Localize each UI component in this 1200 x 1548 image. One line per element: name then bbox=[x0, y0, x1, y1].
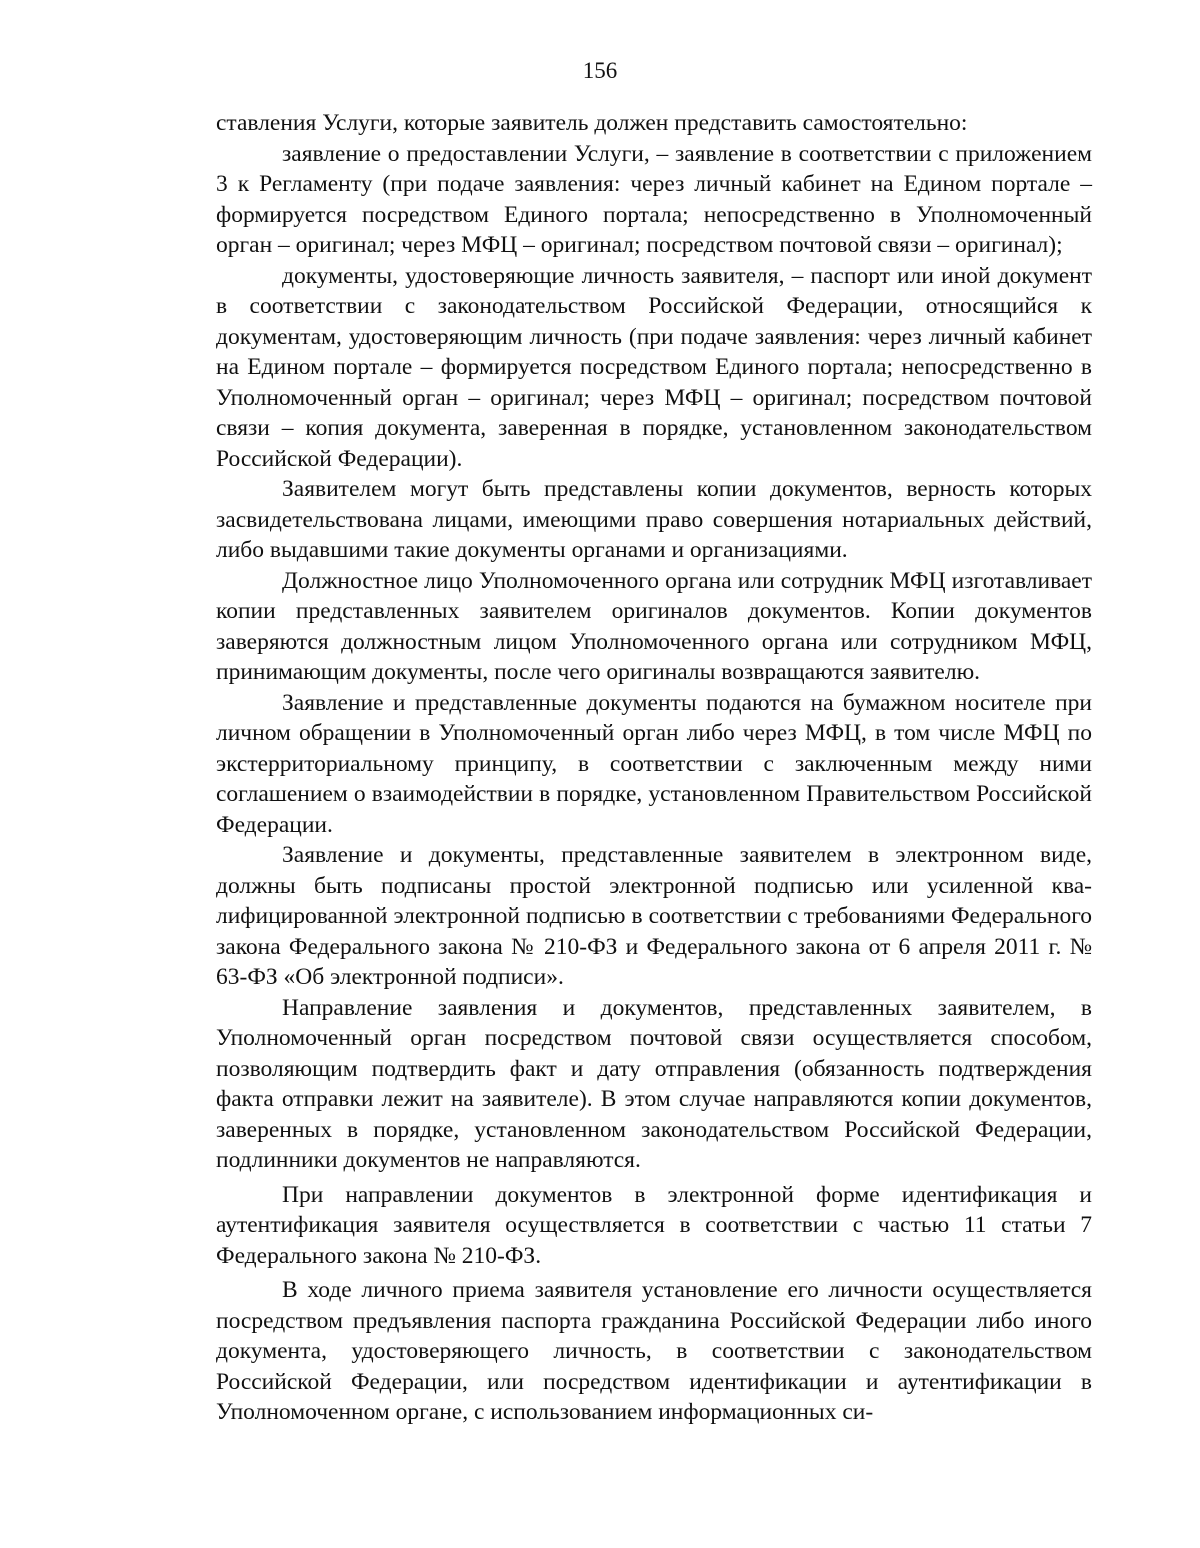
paragraph: В ходе личного приема заявителя установление его личности осуществляется посредством предъявления паспорта гражданина Российской Федерации либо иного документа, удостоверяющего личность, в соответствии с законодательством Российской Федерации, или посредством идентификации и аутентификации в Уполномоченном органе, с использованием информационных си- bbox=[216, 1277, 1092, 1425]
paragraph: документы, удостоверяющие личность заявителя, – паспорт или иной документ в соответствии с законодательством Российской Федерации, относящийся к документам, удостоверяющим личность (при подаче заявления: через личный кабинет на Едином портале – формируется посредством Единого портала; непосредственно в Уполномоченный орган – оригинал; через МФЦ – оригинал; посредством почтовой связи – копия документа, заверенная в порядке, установленном законодательством Российской Федерации). bbox=[216, 262, 1092, 472]
paragraph: Направление заявления и документов, представленных заявителем, в Уполномоченный орган посредством почтовой связи осуществляется способом, позволяющим подтвердить факт и дату отправления (обязанность подтверждения факта отправки лежит на заявителе). В этом случае направляются копии документов, заверенных в порядке, установленном законодательством Российской Федерации, подлинники документов не направляются. bbox=[216, 994, 1092, 1173]
paragraph: ставления Услуги, которые заявитель должен представить самостоятельно: bbox=[216, 110, 968, 136]
paragraph: Должностное лицо Уполномоченного органа или сотрудник МФЦ изготавливает копии представленных заявителем оригиналов документов. Копии документов заверяются должностным лицом Уполномоченного органа или сотрудником МФЦ, принимающим документы, после чего оригиналы возвращаются заявителю. bbox=[216, 567, 1092, 685]
paragraph: заявление о предоставлении Услуги, – заявление в соответствии с приложением 3 к Регламенту (при подаче заявления: через личный кабинет на Едином портале – формируется посредством Единого портала; непосредственно в Уполномоченный орган – оригинал; через МФЦ – оригинал; посредством почтовой связи – оригинал); bbox=[216, 140, 1092, 258]
paragraph: Заявление и документы, представленные заявителем в электронном виде, должны быть подписаны простой электронной подписью или усиленной квалифицированной электронной подписью в соответствии с требованиями Федерального закона Федерального закона № 210-ФЗ и Федерального закона от 6 апреля 2011 г. № 63-ФЗ «Об электронной подписи». bbox=[216, 842, 1092, 990]
page-number: 156 bbox=[582, 58, 618, 83]
paragraph: Заявителем могут быть представлены копии документов, верность которых засвидетельствована лицами, имеющими право совершения нотариальных действий, либо выдавшими такие документы органами и организациями. bbox=[216, 476, 1092, 563]
paragraph: При направлении документов в электронной форме идентификация и аутентификация заявителя осуществляется в соответствии с частью 11 статьи 7 Федерального закона № 210-ФЗ. bbox=[216, 1181, 1092, 1269]
paragraph: Заявление и представленные документы подаются на бумажном носителе при личном обращении в Уполномоченный орган либо через МФЦ, в том числе МФЦ по экстерриториальному принципу, в соответствии с заключенным между ними соглашением о взаимодействии в порядке, установленном Правительством Российской Федерации. bbox=[216, 689, 1092, 838]
document-body bbox=[216, 108, 1092, 1428]
